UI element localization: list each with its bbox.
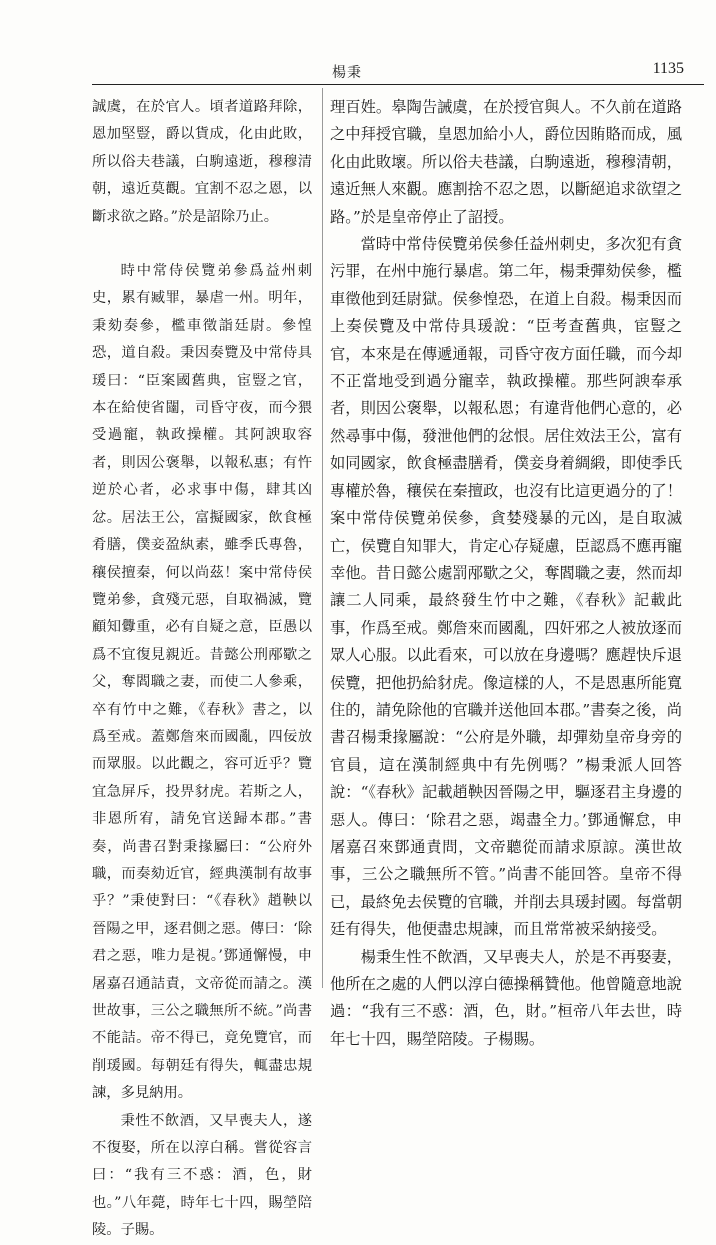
translation-paragraph-2: 當時中常侍侯覽弟侯參任益州刺史，多次犯有貪污罪，在州中施行暴虐。第二年，楊秉彈劾侯參，檻車徵他到廷尉獄。侯參惶恐，在道上自殺。楊秉因而上奏侯覽及中常侍具瑗說：“臣考查舊典，宦豎之官，本來是在傳遞通報，司昏守夜方面任職，而今却不正當地受到過分寵幸，執政操權。那些阿諛奉承者，則因公褒舉，以報私恩；有違背他們心意的，必然尋事中傷，發泄他們的忿恨。居住效法王公，富有如同國家，飲食極盡膳肴，僕妾身着綢緞，即使季氏專權於魯，穰侯在秦擅政，也沒有比這更過分的了！案中常侍侯覽弟侯參，貪婪殘暴的元凶，是自取滅亡，侯覽自知罪大，肯定心存疑慮，臣認爲不應再寵幸他。昔日懿公處罰邴歜之父，奪閻職之妻，然而却讓二人同乘，最終發生竹中之難，《春秋》記載此事，作爲至戒。鄭詹來而國亂，四奸邪之人被放逐而眾人心服。以此看來，可以放在身邊嗎？應趕快斥退侯覽，把他扔給豺虎。像這樣的人，不是恩惠所能寬住的，請免除他的官職并送他回本郡。”書奏之後，尚書召楊秉掾屬說：“公府是外職，却彈劾皇帝身旁的官員，這在漢制經典中有先例嗎？”楊秉派人回答說：“《春秋》記載趙鞅因晉陽之甲，驅逐君主身邊的惡人。傳曰：‘除君之惡，竭盡全力。’鄧通懈怠，申屠嘉召來鄧通責問，文帝聽從而請求原諒。漢世故事，三公之職無所不管。”尚書不能回答。皇帝不得已，最終免去侯覽的官職，并削去具瑗封國。每當朝廷有得失，他便盡忠規諫，而且常常被采納接受。 <box>330 235 682 939</box>
classical-paragraph-3: 秉性不飲酒，又早喪夫人，遂不復娶，所在以淳白稱。嘗從容言曰：“我有三不惑：酒，色，財也。”八年薨，時年七十四，賜塋陪陵。子賜。 <box>92 1112 312 1239</box>
classical-paragraph-2: 時中常侍侯覽弟參爲益州刺史，累有臧罪，暴虐一州。明年，秉劾奏參，檻車徵詣廷尉。參惶恐，道自殺。秉因奏覽及中常侍具瑗曰：“臣案國舊典，宦豎之官，本在給使省闥，司昏守夜，而今猥受過寵，執政操權。其阿諛取容者，則因公褒舉，以報私惠；有忤逆於心者，必求事中傷，肆其凶忿。居法王公，富擬國家，飲食極肴膳，僕妾盈紈素，雖季氏專魯，穰侯擅秦，何以尚茲！案中常侍侯覽弟參，貪殘元惡，自取禍滅，覽顧知釁重，必有自疑之意，臣愚以爲不宜復見親近。昔懿公刑邴歜之父，奪閻職之妻，而使二人參乘，卒有竹中之難，《春秋》書之，以爲至戒。蓋鄭詹來而國亂，四佞放而眾服。以此觀之，容可近乎？覽宜急屏斥，投畀豺虎。若斯之人，非恩所宥，請免官送歸本郡。”書奏，尚書召對秉掾屬曰：“公府外職，而奏劾近官，經典漢制有故事乎？”秉使對曰：“《春秋》趙鞅以晉陽之甲，逐君側之惡。傳曰：‘除君之惡，唯力是視。’鄧通懈慢，申屠嘉召通詰責，文帝從而請之。漢世故事，三公之職無所不統。”尚書不能詰。帝不得已，竟免覽官，而削瑗國。每朝廷有得失，輒盡忠規諫，多見納用。 <box>92 263 312 1102</box>
translation-paragraph-3: 楊秉生性不飲酒，又早喪夫人，於是不再娶妻，他所在之處的人們以淳白德操稱贊他。他曾隨意地說過：“我有三不惑：酒，色，財。”桓帝八年去世，時年七十四，賜塋陪陵。子楊賜。 <box>330 947 682 1048</box>
column-divider <box>322 88 323 988</box>
header-rule <box>92 84 704 85</box>
classical-text-column <box>92 94 312 1245</box>
translation-column <box>330 94 682 1053</box>
translation-paragraph-1: 理百姓。皋陶告誡虞，在於授官與人。不久前在道路之中拜授官職，皇恩加給小人，爵位因賄賂而成，風化由此敗壞。所以俗夫巷議，白駒遠逝，穆穆清朝，遠近無人來觀。應割捨不忍之恩，以斷絕追求欲望之路。”於是皇帝停止了詔授。 <box>330 98 682 226</box>
page-header <box>92 60 704 84</box>
classical-paragraph-1: 誠虞，在於官人。頃者道路拜除，恩加堅豎，爵以貨成，化由此敗，所以俗夫巷議，白駒遠逝，穆穆清朝，遠近莫觀。宜割不忍之恩，以斷求欲之路。”於是詔除乃止。 <box>92 99 312 225</box>
paragraph-gap <box>92 231 312 258</box>
page-number: 1135 <box>652 60 684 77</box>
running-title: 楊秉 <box>332 65 362 81</box>
